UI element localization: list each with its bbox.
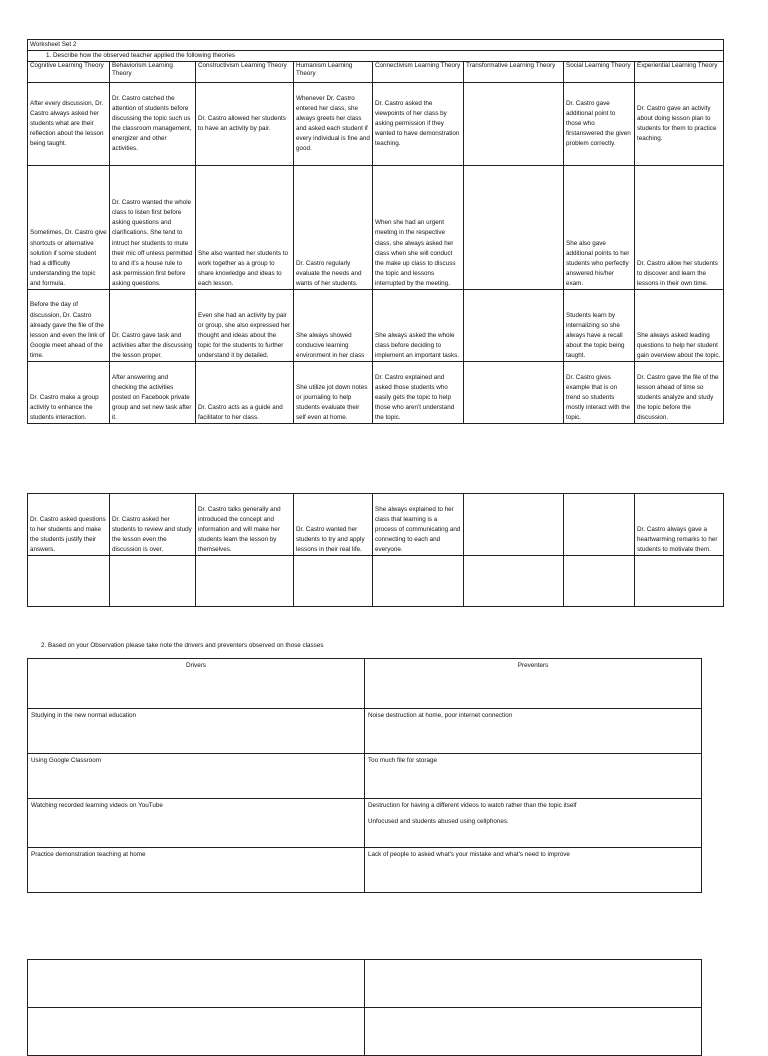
- table-cell: [28, 556, 110, 607]
- blank-cell: [365, 1008, 702, 1056]
- table-cell: [564, 556, 635, 607]
- preventers-header: Preventers: [365, 659, 702, 709]
- header-transformative: Transformative Learning Theory: [464, 62, 564, 83]
- table-cell: She always asked leading questions to help her student gain overview about the topic.: [635, 290, 724, 362]
- table-cell: Dr. Castro gives example that is on trend so students mostly interact with the topic.: [564, 362, 635, 424]
- table-cell: [564, 494, 635, 556]
- table-row: [28, 709, 702, 754]
- table-cell: Dr. Castro wanted the whole class to listen first before asking questions and clarifications. She tend to intruct her students to mute their mic off unless permitted to and it's a house rule to ask permission first before asking questions.: [110, 166, 196, 290]
- table-cell: Dr. Castro talks generally and introduced the concept and information and will make her students learn the lesson by themselves.: [196, 494, 294, 556]
- blank-cell: [28, 960, 365, 1008]
- table-cell: [464, 166, 564, 290]
- drivers-preventers-table: [27, 658, 702, 893]
- table-row: [28, 556, 724, 607]
- table-row: [28, 754, 702, 799]
- theories-table-continued: [27, 493, 724, 607]
- preventer-cell: [365, 754, 702, 799]
- table-cell: [635, 556, 724, 607]
- preventer-text: Lack of people to asked what's your mistake and what's need to improve: [368, 851, 570, 858]
- header-constructivism: Constructivism Learning Theory: [196, 62, 294, 83]
- table-cell: Dr. Castro gave task and activities after the discussing the lesson proper.: [110, 290, 196, 362]
- table-cell: [110, 556, 196, 607]
- table-cell: [464, 83, 564, 166]
- preventer-cell: [365, 709, 702, 754]
- preventer-cell: [365, 799, 702, 848]
- table-cell: [294, 556, 373, 607]
- table-cell: Dr. Castro explained and asked those students who easily gets the topic to help those who aren't understand the topic.: [373, 362, 464, 424]
- table-cell: She always asked the whole class before deciding to implement an important tasks.: [373, 290, 464, 362]
- driver-cell: Using Google Classroom: [28, 754, 365, 799]
- blank-cell: [28, 1008, 365, 1056]
- table-cell: [464, 362, 564, 424]
- header-social: Social Learning Theory: [564, 62, 635, 83]
- table-cell: Dr. Castro allow her students to discover and learn the lessons in their own time.: [635, 166, 724, 290]
- table-cell: She also wanted her students to work together as a group to share knowledge and ideas to each lesson.: [196, 166, 294, 290]
- header-cognitive: Cognitive Learning Theory: [28, 62, 110, 83]
- preventer-text: Unfocused and students abused using cellphones.: [368, 818, 509, 825]
- table-cell: [464, 290, 564, 362]
- preventer-text: Destruction for having a different videos to watch rather than the topic itself: [368, 802, 577, 809]
- header-connectivism: Connectivism Learning Theory: [373, 62, 464, 83]
- table-cell: She also gave additional points to her students who perfectly answered his/her exam.: [564, 166, 635, 290]
- table-cell: Dr. Castro acts as a guide and facilitator to her class.: [196, 362, 294, 424]
- worksheet-title: Worksheet Set 2: [28, 40, 724, 51]
- preventer-cell: [365, 848, 702, 893]
- table-cell: Even she had an activity by pair or group, she also expressed her thought and ideas about the topic for the students to further understand it by detailed.: [196, 290, 294, 362]
- table-cell: She utilize jot down notes or journaling to help students evaluate their self even at home.: [294, 362, 373, 424]
- table-cell: Dr. Castro asked questions to her students and make the students justify their answers.: [28, 494, 110, 556]
- header-behaviorism: Behaviorism Learning Theory: [110, 62, 196, 83]
- header-experiential: Experiential Learning Theory: [635, 62, 724, 83]
- table-row: [28, 1008, 702, 1056]
- table-row: [28, 960, 702, 1008]
- table-cell: Dr. Castro asked her students to review and study the lesson even the discussion is over.: [110, 494, 196, 556]
- table-cell: Dr. Castro make a group activity to enhance the students interaction.: [28, 362, 110, 424]
- table-cell: She always showed conducive learning environment in her class: [294, 290, 373, 362]
- question-2: 2. Based on your Observation please take note the drivers and preventers observed on those classes: [41, 642, 324, 649]
- blank-table: [27, 959, 702, 1056]
- header-humanism: Humanism Learning Theory: [294, 62, 373, 83]
- drivers-header: Drivers: [28, 659, 365, 709]
- table-cell: Dr. Castro wanted her students to try and apply lessons in their real life.: [294, 494, 373, 556]
- table-cell: Dr. Castro gave an activity about doing lesson plan to students for them to practice teaching.: [635, 83, 724, 166]
- table-cell: Dr. Castro asked the viewpoints of her class by asking permission if they wanted to have demonstration teaching.: [373, 83, 464, 166]
- table-cell: [196, 556, 294, 607]
- table-cell: [373, 556, 464, 607]
- table-cell: Dr. Castro gave the file of the lesson ahead of time so students analyze and study the topic before the discussion.: [635, 362, 724, 424]
- table-cell: After answering and checking the activities posted on Facebook private group and set new task after it.: [110, 362, 196, 424]
- table-row: [28, 494, 724, 556]
- driver-cell: Watching recorded learning videos on YouTube: [28, 799, 365, 848]
- table-cell: [464, 494, 564, 556]
- table-row: [28, 290, 724, 362]
- blank-cell: [365, 960, 702, 1008]
- table-cell: Before the day of discussion, Dr. Castro already gave the file of the lesson and even the link of Google meet ahead of the time.: [28, 290, 110, 362]
- table-cell: [464, 556, 564, 607]
- table-cell: Students learn by internalizing so she always have a recall about the topic being taught.: [564, 290, 635, 362]
- preventer-text: Too much file for storage: [368, 757, 437, 764]
- table-cell: Dr. Castro always gave a heartwarming remarks to her students to motivate them.: [635, 494, 724, 556]
- theories-table: [27, 39, 724, 424]
- driver-cell: Studying in the new normal education: [28, 709, 365, 754]
- table-cell: Dr. Castro gave additional point to those who firstanswered the given problem correctly.: [564, 83, 635, 166]
- preventer-text: Noise destruction at home, poor internet connection: [368, 712, 513, 719]
- table-row: [28, 83, 724, 166]
- table-cell: When she had an urgent meeting in the respective class, she always asked her class when she will conduct the make up class to discuss the topic and lessons interrupted by the meeting.: [373, 166, 464, 290]
- table-row: [28, 799, 702, 848]
- table-cell: She always explained to her class that learning is a process of communicating and connecting to each and everyone.: [373, 494, 464, 556]
- driver-cell: Practice demonstration teaching at home: [28, 848, 365, 893]
- table-row: [28, 848, 702, 893]
- table-cell: Dr. Castro allowed her students to have an activity by pair.: [196, 83, 294, 166]
- table-cell: Dr. Castro regularly evaluate the needs and wants of her students.: [294, 166, 373, 290]
- table-row: [28, 166, 724, 290]
- table-cell: Whenever Dr. Castro entered her class, she always greets her class and asked each student if every individual is fine and good.: [294, 83, 373, 166]
- table-cell: Sometimes, Dr. Castro give shortcuts or alternative solution if some student had a difficulty understanding the topic and formula.: [28, 166, 110, 290]
- table-cell: Dr. Castro catched the attention of students before discussing the topic such us the classroom management, energizer and other activities.: [110, 83, 196, 166]
- table-cell: After every discussion, Dr. Castro always asked her students what are their reflection about the lesson being taught.: [28, 83, 110, 166]
- table-row: [28, 362, 724, 424]
- question-1: 1. Describe how the observed teacher applied the following theories: [28, 51, 724, 62]
